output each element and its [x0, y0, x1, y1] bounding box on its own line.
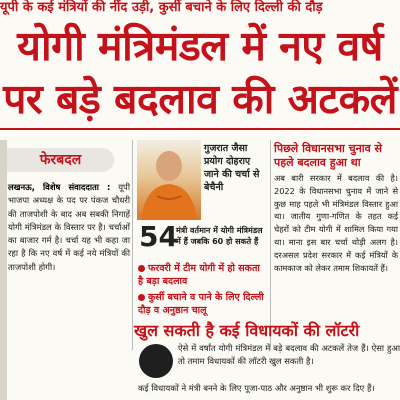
- lottery-icon: [139, 344, 173, 378]
- section-tag: फेरबदल: [7, 148, 114, 172]
- left-article-column: [8, 181, 130, 274]
- minister-count-caption: मंत्री वर्तमान में योगी मंत्रिमंडल में हैं जबकि 60 हो सकते हैं: [176, 226, 263, 246]
- right-column-heading: पिछले विधानसभा चुनाव से पहले बदलाव हुआ था: [274, 142, 382, 169]
- dateline: लखनऊ, विशेष संवाददाता :: [8, 182, 111, 192]
- bullet-dot-icon: [138, 265, 145, 272]
- bullet-point-2: [138, 291, 268, 317]
- bullet-text-1: फरवरी में टीम योगी में हो सकता है बड़ा बदलाव: [138, 263, 260, 287]
- subsection-text-continued: कई विधायकों ने मंत्री बनने के लिए पूजा-पाठ और अनुष्ठान भी शुरू कर दिए हैं।: [138, 383, 375, 393]
- left-margin-strip: [0, 140, 7, 400]
- bullet-point-1: [138, 262, 268, 288]
- bullet-text-2: कुर्सी बचाने व पाने के लिए दिल्ली दौड़ व अनुष्ठान चालू: [138, 292, 264, 316]
- top-strip-headline: यूपी के कई मंत्रियों की नींद उड़ी, कुर्सी बचाने के लिए दिल्ली की दौड़: [0, 0, 323, 15]
- headline-line-2: पर बड़े बदलाव की अटकलें: [3, 75, 397, 123]
- yogi-photo: [137, 140, 201, 220]
- headline-line-1: योगी मंत्रिमंडल में नए वर्ष: [17, 22, 383, 70]
- headline-rule: [0, 128, 400, 130]
- subsection-heading: खुल सकती है कई विधायकों की लॉटरी: [134, 321, 360, 340]
- subsection-text: ऐसे में वर्षांत योगी मंत्रिमंडल में बड़े बदलाव की अटकलें तेज हैं। ऐसा हुआ तो तमाम विधायकों की लॉटरी खुल सकती है।: [178, 343, 400, 367]
- column-divider-right: [270, 140, 271, 350]
- column-divider-left: [132, 140, 133, 350]
- left-article-text: यूपी भाजपा अध्यक्ष के पद पर पंकज चौधरी की ताजपोशी के बाद अब सबकी निगाहें योगी मंत्रिमंडल के विस्तार पर है। चर्चाओं का बाजार गर्म है। चर्चा यह भी कहा जा रहा है कि नए वर्ष में कई नये मंत्रियों की ताजपोशी होगी।: [8, 182, 130, 272]
- right-column-text: अब बारी सरकार में बदलाव की है। 2022 के विधानसभा चुनाव में जाने से कुछ माह पहले भी मंत्रिमंडल विस्तार हुआ था। जातीय गुणा-गणित के तहत कई चेहरों को टीम योगी में शामिल किया गया था। माना इस बार चर्चा थोड़ी अलग है। दरअसल प्रदेश सरकार में कई मंत्रियों के कामकाज को लेकर तमाम शिकायतें हैं।: [274, 173, 398, 273]
- minister-count-number: 54: [139, 220, 178, 253]
- pull-quote: गुजरात जैसा प्रयोग दोहराए जाने की चर्चा से बेचैनी: [204, 143, 260, 193]
- bullet-dot-icon: [138, 294, 145, 301]
